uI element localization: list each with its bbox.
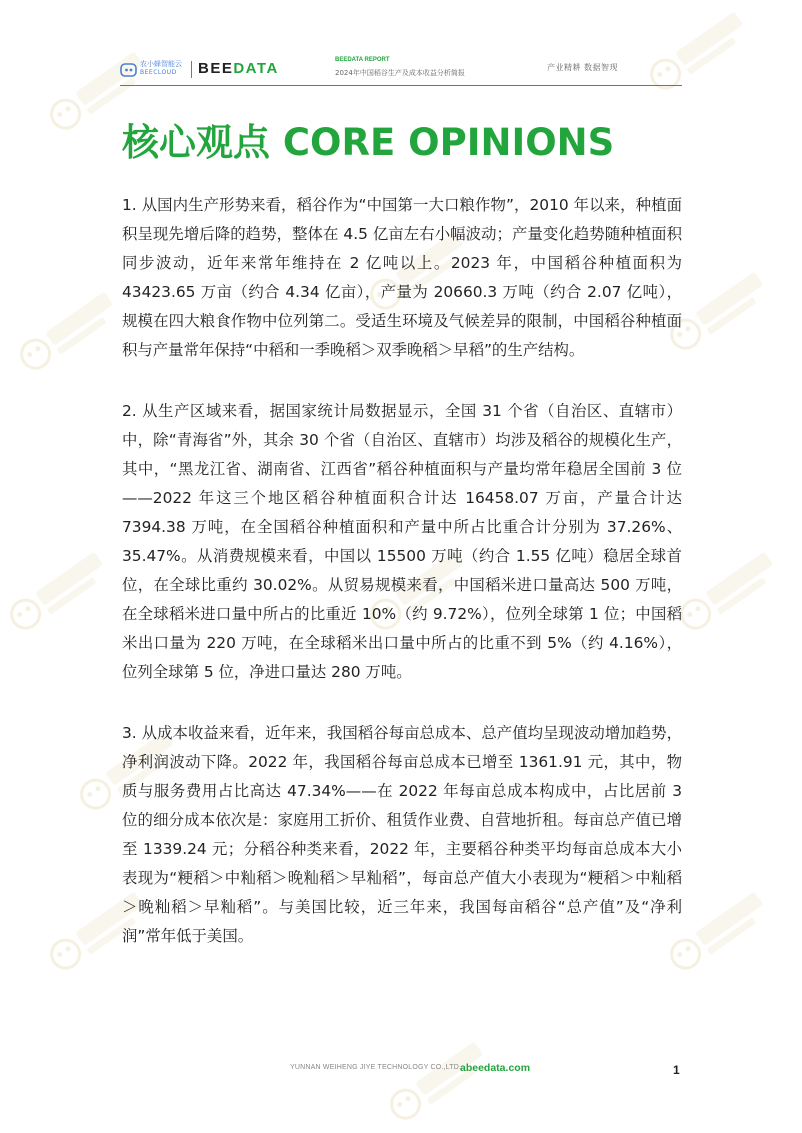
watermark-bee-icon [374,1021,507,1133]
logo-en-text: BEECLOUD [140,69,177,76]
beecloud-logo [120,59,184,79]
brand-wordmark [198,60,279,77]
page-title: 核心观点 CORE OPINIONS [122,121,615,164]
header-rule [120,85,682,86]
logo-cn-text: 农小蜂智能云 [140,60,182,68]
footer-company: YUNNAN WEIHENG JIYE TECHNOLOGY CO.,LTD. [290,1064,462,1071]
footer-website-link[interactable]: abeedata.com [460,1062,531,1074]
opinion-paragraph-2: 2. 从生产区域来看，据国家统计局数据显示，全国 31 个省（自治区、直辖市）中，除“青海省”外，其余 30 个省（自治区、直辖市）均涉及稻谷的规模化生产，其中，“黑龙江省、湖南省、江西省”稻谷种植面积与产量均常年稳居全国前 3 位——2022 年这三个地区稻谷种植面积合计达 16458.07 万亩，产量合计达 7394.38 万吨，在全国稻谷种植面积和产量中所占比重合计分别为 37.26%、35.47%。从消费规模来看，中国以 15500 万吨（约合 1.55 亿吨）稳居全球首位，在全球比重约 30.02%。从贸易规模来看，中国稻米进口量高达 500 万吨，在全球稻米进口量中所占的比重近 10%（约 9.72%），位列全球第 1 位；中国稻米出口量为 220 万吨，在全球稻米出口量中所占的比重不到 5%（约 4.16%），位列全球第 5 位，净进口量达 280 万吨。 [122,401,682,682]
opinion-paragraph-3: 3. 从成本收益来看，近年来，我国稻谷每亩总成本、总产值均呈现波动增加趋势，净利润波动下降。2022 年，我国稻谷每亩总成本已增至 1361.91 元，其中，物质与服务费用占比高达 47.34%——在 2022 年每亩总成本构成中，占比居前 3 位的细分成本依次是：家庭用工折价、租赁作业费、自营地折租。每亩总产值已增至 1339.24 元；分稻谷种类来看，2022 年，主要稻谷种类平均每亩总成本大小表现为“粳稻＞中籼稻＞晚籼稻＞早籼稻”，每亩总产值大小表现为“粳稻＞中籼稻＞晚籼稻＞早籼稻”。与美国比较，近三年来，我国每亩稻谷“总产值”及“净利润”常年低于美国。 [122,723,682,946]
core-opinions-body [122,191,682,982]
brand-prefix: BEE [198,60,234,77]
header-divider [191,61,192,78]
report-tag: BEEDATA REPORT [335,57,390,63]
watermark-bee-icon [0,531,126,649]
report-header [120,55,680,85]
opinion-paragraph-1: 1. 从国内生产形势来看，稻谷作为“中国第一大口粮作物”，2010 年以来，种植面积呈现先增后降的趋势，整体在 4.5 亿亩左右小幅波动；产量变化趋势随种植面积同步波动，近年来常年维持在 2 亿吨以上。2023 年，中国稻谷种植面积为 43423.65 万亩（约合 4.34 亿亩），产量为 20660.3 万吨（约合 2.07 亿吨），规模在四大粮食作物中位列第二。受适生环境及气候差异的限制，中国稻谷种植面积与产量常年保持“中稻和一季晚稻＞双季晚稻＞早稻”的生产结构。 [122,196,682,360]
report-subtitle: 2024年中国稻谷生产及成本收益分析简报 [335,69,465,77]
watermark-bee-icon [664,531,797,649]
brand-suffix: DATA [233,60,279,77]
watermark-bee-icon [4,271,137,389]
header-slogan: 产业精耕 数据智现 [546,63,618,72]
beecloud-logo-icon [120,61,138,79]
page-number: 1 [673,1063,680,1077]
